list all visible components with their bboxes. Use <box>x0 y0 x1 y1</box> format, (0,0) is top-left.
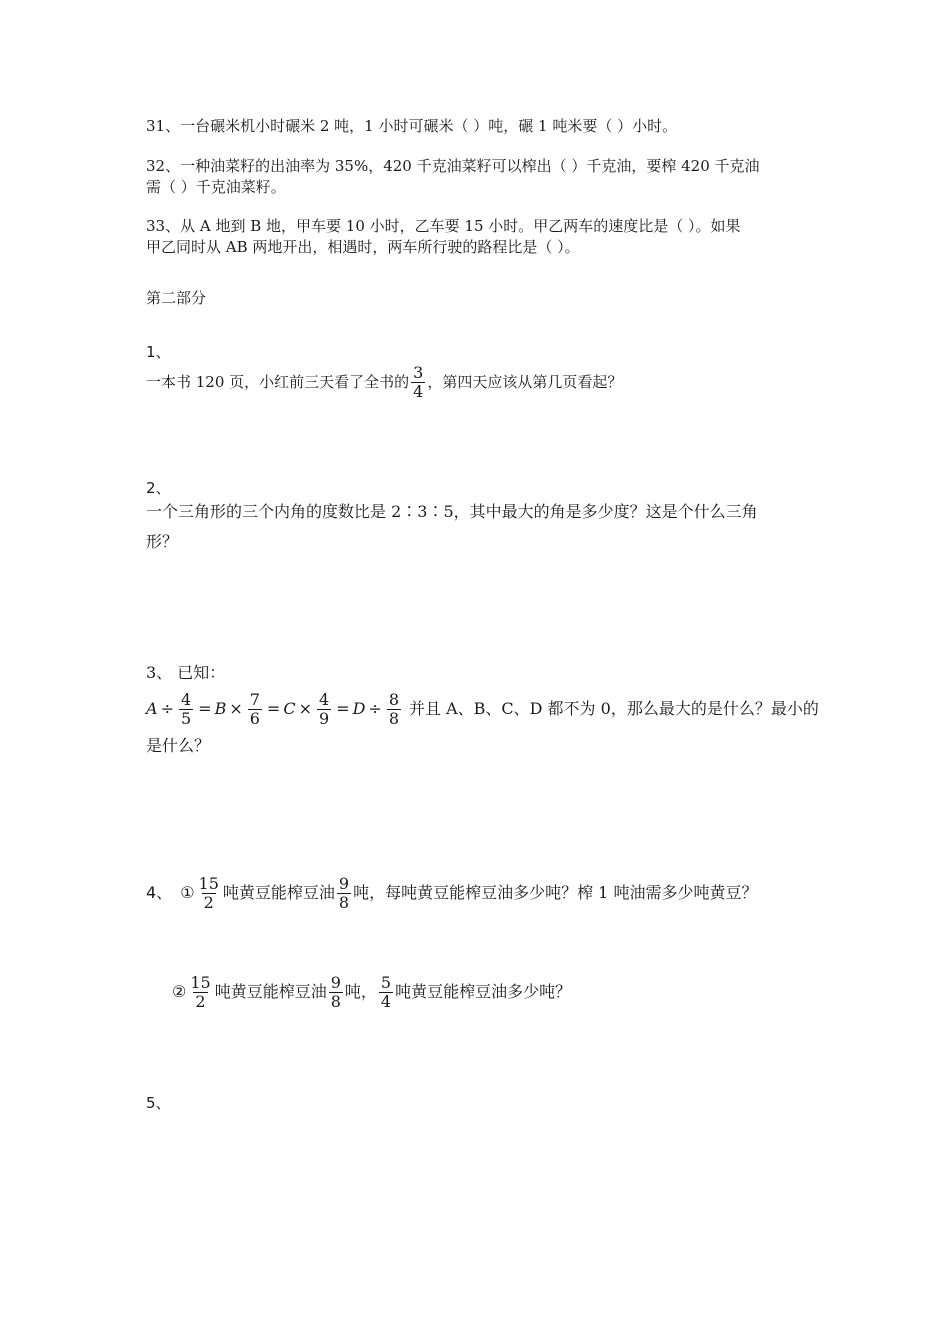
times-sign: × <box>298 699 312 718</box>
problem-4-sub2 <box>172 967 571 1017</box>
var-a: A <box>146 699 158 718</box>
fraction-15-2: $\frac{15}{2}$ <box>198 873 219 912</box>
section-heading: 第二部分 <box>146 289 207 307</box>
problem-1-text-after: ，第四天应该从第几页看起？ <box>427 373 623 391</box>
var-b: B <box>214 699 227 718</box>
problem-2-line1: 一个三角形的三个内角的度数比是 2∶3∶5，其中最大的角是多少度？这是个什么三角 <box>146 502 758 521</box>
fraction-8-8: $\frac{8}{8}$ <box>388 689 399 728</box>
var-d: D <box>352 699 366 718</box>
question-32-line1: 32、一种油菜籽的出油率为 35%，420 千克油菜籽可以榨出（ ）千克油，要榨 420 千克油 <box>146 157 760 175</box>
problem-3-equation <box>146 684 819 734</box>
problem-4-sub1-tail: 吨，每吨黄豆能榨豆油多少吨？榨 1 吨油需多少吨黄豆？ <box>353 883 758 902</box>
equals-sign: = <box>336 699 350 718</box>
question-33-line1: 33、从 A 地到 B 地，甲车要 10 小时，乙车要 15 小时。甲乙两车的速度比是（ ）。如果 <box>146 217 741 235</box>
fraction-7-6: $\frac{7}{6}$ <box>249 689 260 728</box>
equals-sign: = <box>266 699 281 718</box>
problem-2-line2: 形？ <box>146 532 179 551</box>
fraction-5-4: $\frac{5}{4}$ <box>380 972 392 1011</box>
divide-sign: ÷ <box>160 699 174 718</box>
fraction-9-8: $\frac{9}{8}$ <box>338 873 350 912</box>
problem-4-sub2-tail: 吨黄豆能榨豆油多少吨？ <box>395 982 572 1001</box>
fraction-9-8: $\frac{9}{8}$ <box>330 972 341 1011</box>
divide-sign: ÷ <box>368 699 382 718</box>
fraction-4-5: $\frac{4}{5}$ <box>180 689 192 728</box>
equals-sign: = <box>198 699 212 718</box>
fraction-three-quarters: $\frac{3}{4}$ <box>413 362 424 401</box>
problem-4-sub1-mid: 吨黄豆能榨豆油 <box>222 883 335 902</box>
problem-1-text <box>146 362 622 402</box>
problem-3-tail: 并且 A、B、C、D 都不为 0，那么最大的是什么？最小的 <box>409 699 819 718</box>
problem-2-number: 2、 <box>146 479 171 497</box>
var-c: C <box>283 699 296 718</box>
question-33-line2: 甲乙同时从 AB 两地开出，相遇时，两车所行驶的路程比是（ ）。 <box>146 238 580 256</box>
fraction-4-9: $\frac{4}{9}$ <box>318 689 330 728</box>
problem-3-line2: 是什么？ <box>146 736 211 755</box>
problem-1-number: 1、 <box>146 343 171 361</box>
problem-3-intro: 3、 已知： <box>146 663 226 682</box>
problem-4-sub2-sep: 吨， <box>344 982 377 1001</box>
problem-4-sub2-mid: 吨黄豆能榨豆油 <box>214 982 327 1001</box>
question-32-line2: 需（ ）千克油菜籽。 <box>146 178 286 196</box>
circle-two-mark: ② <box>172 982 187 1001</box>
problem-1-text-before: 一本书 120 页，小红前三天看了全书的 <box>146 373 410 391</box>
problem-4-sub1 <box>146 868 757 918</box>
question-31: 31、一台碾米机小时碾米 2 吨，1 小时可碾米（ ）吨，碾 1 吨米要（ ）小时。 <box>146 117 678 135</box>
problem-4-number: 4、 <box>146 883 173 902</box>
problem-5-number: 5、 <box>146 1094 171 1112</box>
circle-one-mark: ① <box>180 883 195 902</box>
times-sign: × <box>229 699 243 718</box>
fraction-15-2: $\frac{15}{2}$ <box>190 972 211 1011</box>
